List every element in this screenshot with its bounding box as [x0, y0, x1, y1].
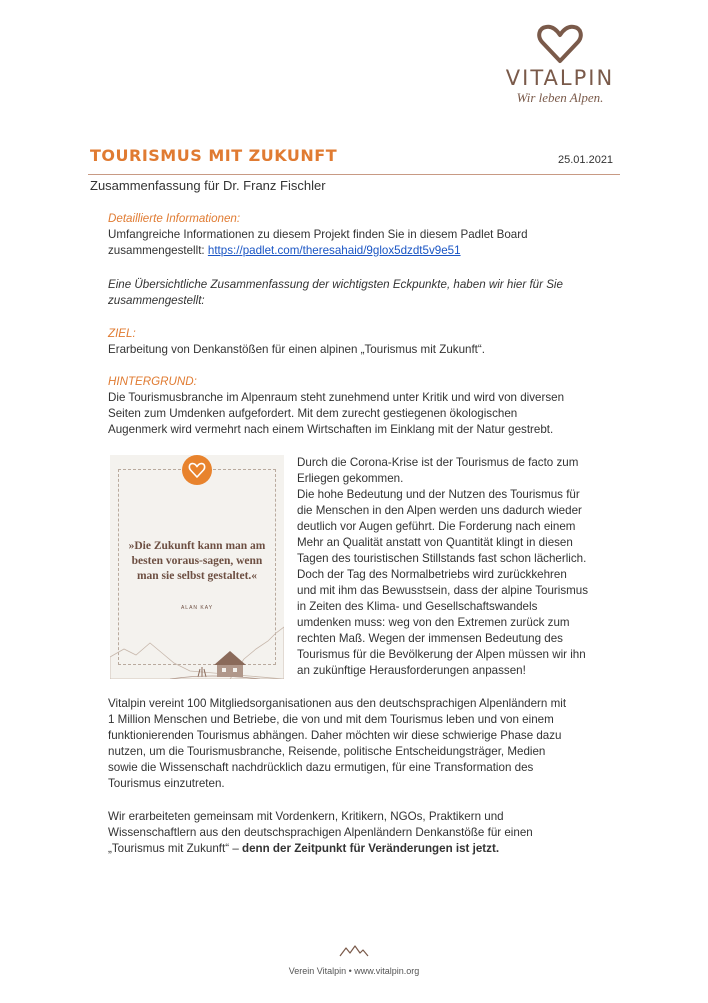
info-section	[108, 211, 608, 259]
vitalpin-line: 1 Million Menschen und Betriebe, die von und mit dem Tourismus leben und von einem	[108, 713, 554, 726]
summary-line: Eine Übersichtliche Zusammenfassung der wichtigsten Eckpunkte, haben wir hier für Sie	[108, 278, 563, 291]
footer-text: Verein Vitalpin • www.vitalpin.org	[288, 966, 420, 976]
info-line: Umfangreiche Informationen zu diesem Projekt finden Sie in diesem Padlet Board	[108, 228, 528, 241]
background-line: Die Tourismusbranche im Alpenraum steht zunehmend unter Kritik und wird von diversen	[108, 391, 565, 404]
background-section	[108, 374, 618, 438]
corona-line: umdenken muss: weg von den Extremen zurück zum	[297, 616, 570, 629]
corona-line: deutlich vor Augen geführt. Die Forderung nach einem	[297, 520, 576, 533]
quote-card	[110, 455, 284, 679]
vitalpin-line: Vitalpin vereint 100 Mitgliedsorganisationen aus den deutschsprachigen Alpenländern mit	[108, 697, 567, 710]
document-date: 25.01.2021	[558, 154, 614, 166]
goal-section	[108, 326, 608, 358]
summary-line: zusammengestellt:	[108, 294, 205, 307]
vitalpin-line: nutzen, um die Tourismusbranche, Reisende, politische Entscheidungsträger, Medien	[108, 745, 546, 758]
heart-icon	[182, 455, 212, 485]
card-badge	[182, 455, 212, 485]
heart-icon	[536, 24, 584, 64]
background-heading: HINTERGRUND:	[108, 375, 197, 388]
closing-line: Wir erarbeiteten gemeinsam mit Vordenkern, Kritikern, NGOs, Praktikern und	[108, 810, 504, 823]
vitalpin-line: Tourismus einzutreten.	[108, 777, 225, 790]
corona-line: an zukünftige Herausforderungen anpassen!	[297, 664, 526, 677]
corona-line: Tagen des touristischen Stillstands fast schon lächerlich.	[297, 552, 587, 565]
quote-text: »Die Zukunft kann man am besten voraus-sagen, wenn man sie selbst gestaltet.«	[128, 540, 266, 582]
padlet-link[interactable]: https://padlet.com/theresahaid/9glox5dzdt5v9e51	[207, 244, 461, 257]
goal-text: Erarbeitung von Denkanstößen für einen alpinen „Tourismus mit Zukunft“.	[108, 343, 485, 356]
page-title: TOURISMUS MIT ZUKUNFT	[90, 146, 338, 165]
goal-heading: ZIEL:	[108, 327, 136, 340]
brand-name: VITALPIN	[505, 66, 615, 90]
closing-normal: „Tourismus mit Zukunft“ –	[108, 842, 243, 855]
summary-intro	[108, 277, 608, 309]
corona-line: Tourismus für die Bevölkerung der Alpen müssen wir ihn	[297, 648, 586, 661]
closing-emphasis: denn der Zeitpunkt für Veränderungen ist jetzt.	[242, 842, 500, 855]
closing-line: Wissenschaftlern aus den deutschsprachigen Alpenländern Denkanstöße für einen	[108, 826, 533, 839]
brand-logo	[498, 24, 622, 106]
title-divider	[88, 174, 620, 175]
corona-line: die Menschen in den Alpen werden uns dadurch wieder	[297, 504, 582, 517]
page-subtitle: Zusammenfassung für Dr. Franz Fischler	[90, 178, 326, 193]
corona-section	[297, 455, 617, 679]
corona-line: Mehr an Qualität anstatt von Quantität klingt in diesen	[297, 536, 573, 549]
quote-author: ALAN KAY	[180, 605, 214, 611]
info-prefix: zusammengestellt:	[108, 244, 208, 257]
corona-line: in Zeiten des Klima- und Gesellschaftswandels	[297, 600, 538, 613]
corona-line: und mit ihm das Bewusstsein, dass der alpine Tourismus	[297, 584, 589, 597]
closing-section	[108, 809, 623, 857]
background-line: Augenmerk wird vermehrt nach einem Wirtschaften im Einklang mit der Natur gestrebt.	[108, 423, 554, 436]
corona-line: Erliegen gekommen.	[297, 472, 404, 485]
closing-final-line	[108, 841, 623, 857]
corona-line: Durch die Corona-Krise ist der Tourismus de facto zum	[297, 456, 579, 469]
corona-line: Die hohe Bedeutung und der Nutzen des Tourismus für	[297, 488, 580, 501]
vitalpin-line: sowie die Wissenschaft nachdrücklich dazu ermutigen, für eine Transformation des	[108, 761, 534, 774]
info-heading: Detaillierte Informationen:	[108, 212, 241, 225]
vitalpin-line: funktionierenden Tourismus abhängen. Daher möchten wir diese schwierige Phase dazu	[108, 729, 562, 742]
corona-line: Doch der Tag des Normalbetriebs wird zurückkehren	[297, 568, 567, 581]
alpine-hut-illustration	[110, 619, 284, 679]
brand-tagline: Wir leben Alpen.	[516, 90, 604, 105]
vitalpin-section	[108, 696, 623, 792]
corona-line: rechten Maß. Wegen der immensen Bedeutung des	[297, 632, 563, 645]
mountain-icon	[339, 944, 369, 958]
background-line: Seiten zum Umdenken aufgefordert. Mit dem zurecht gestiegenen ökologischen	[108, 407, 518, 420]
info-link-line	[108, 243, 608, 259]
